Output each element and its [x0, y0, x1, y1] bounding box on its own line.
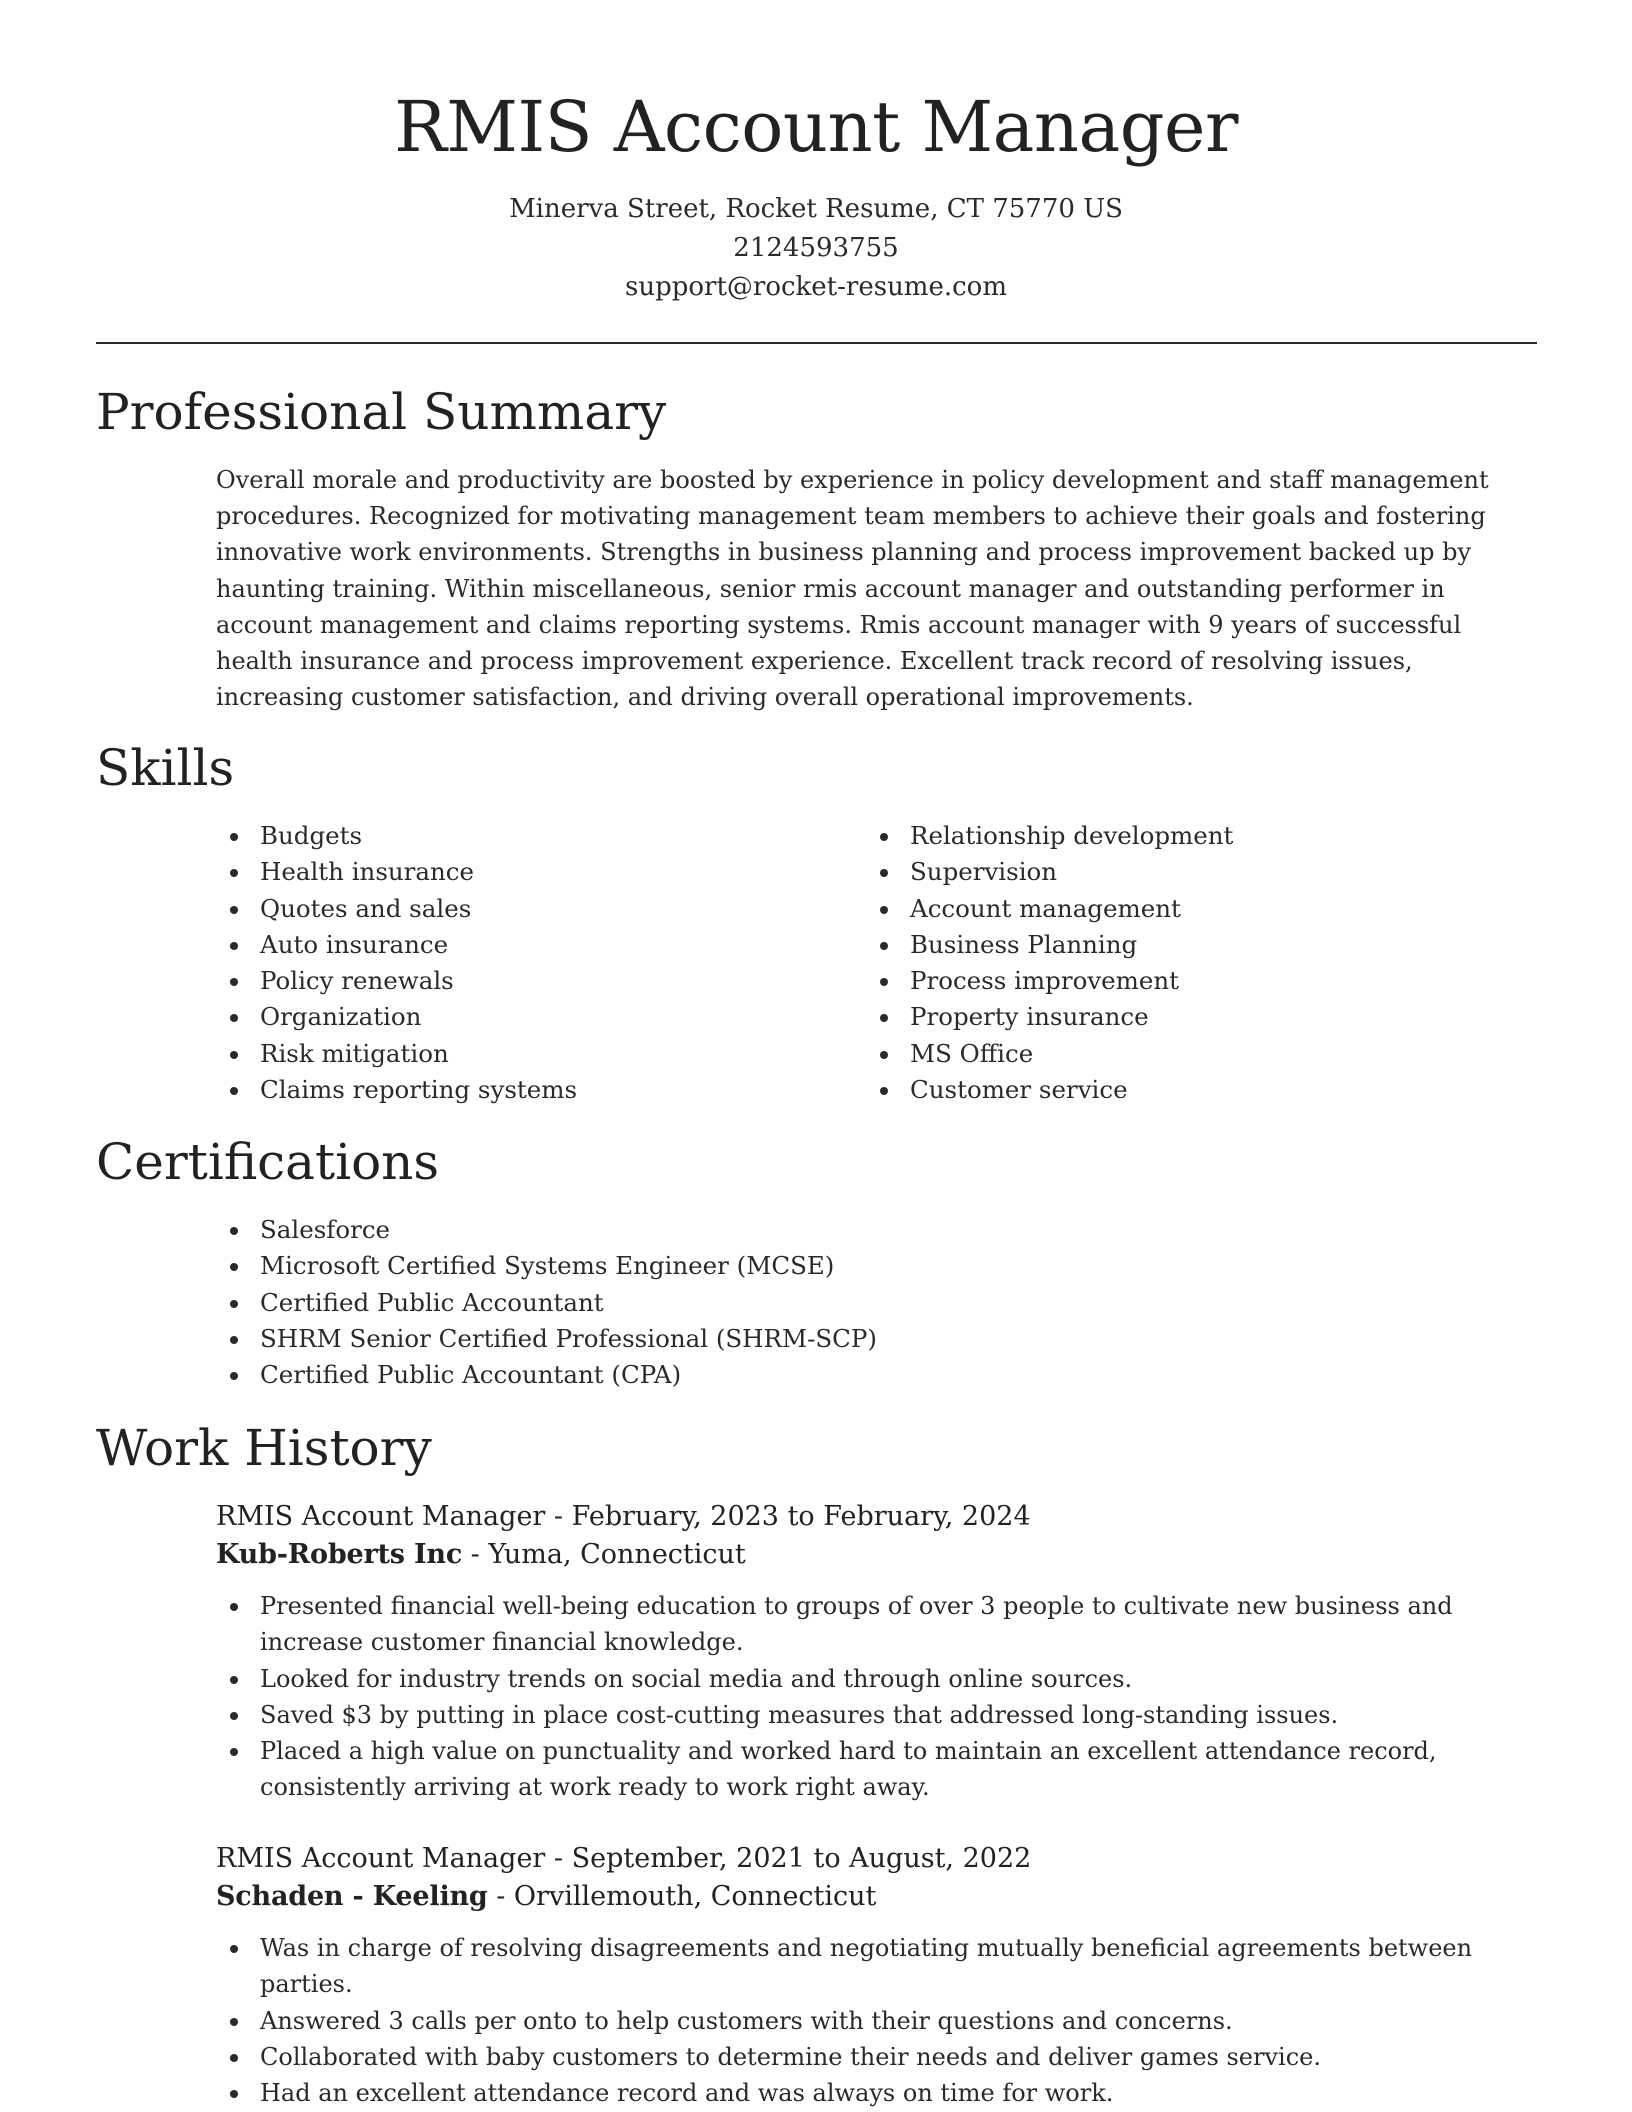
certification-item: Salesforce	[260, 1212, 1560, 1248]
job-bullet: Collaborated with baby customers to determine their needs and deliver games service.	[260, 2039, 1536, 2075]
job-bullet: Placed a high value on punctuality and worked hard to maintain an excellent attendance record, consistently arriving at work ready to work right away.	[260, 1733, 1536, 1806]
skill-item: Property insurance	[910, 999, 1570, 1035]
certifications-list	[216, 1212, 1560, 1393]
skill-item: Organization	[260, 999, 880, 1035]
skill-item: Claims reporting systems	[260, 1072, 880, 1108]
job-bullets	[216, 1930, 1536, 2111]
skill-item: MS Office	[910, 1036, 1570, 1072]
skill-item: Supervision	[910, 854, 1570, 890]
certification-item: Microsoft Certified Systems Engineer (MCSE)	[260, 1248, 1560, 1284]
skill-item: Budgets	[260, 818, 880, 854]
job-dates: February, 2023 to February, 2024	[571, 1501, 1031, 1532]
job-bullet: Presented financial well-being education to groups of over 3 people to cultivate new business and increase customer financial knowledge.	[260, 1588, 1536, 1661]
job-title: RMIS Account Manager	[216, 1843, 546, 1874]
job-bullet: Looked for industry trends on social media and through online sources.	[260, 1661, 1536, 1697]
skill-item: Policy renewals	[260, 963, 880, 999]
job-company: Schaden - Keeling	[216, 1881, 488, 1912]
certification-item: Certified Public Accountant	[260, 1285, 1560, 1321]
job-title-line: RMIS Account Manager - February, 2023 to February, 2024	[216, 1501, 1031, 1532]
job-location: Yuma, Connecticut	[488, 1539, 746, 1570]
skill-item: Quotes and sales	[260, 891, 880, 927]
section-title-work-history: Work History	[96, 1419, 432, 1477]
email: support@rocket-resume.com	[624, 272, 1007, 302]
skill-item: Risk mitigation	[260, 1036, 880, 1072]
job-company: Kub-Roberts Inc	[216, 1539, 463, 1570]
header-divider	[96, 342, 1537, 344]
skill-item: Business Planning	[910, 927, 1570, 963]
job-bullet: Was in charge of resolving disagreements and negotiating mutually beneficial agreements between parties.	[260, 1930, 1536, 2003]
job-location: Orvillemouth, Connecticut	[513, 1881, 877, 1912]
section-title-skills: Skills	[96, 739, 235, 797]
job-bullet: Answered 3 calls per onto to help customers with their questions and concerns.	[260, 2003, 1536, 2039]
candidate-name: RMIS Account Manager	[394, 86, 1238, 168]
certification-item: SHRM Senior Certified Professional (SHRM-SCP)	[260, 1321, 1560, 1357]
job-bullets	[216, 1588, 1536, 1806]
address: Minerva Street, Rocket Resume, CT 75770 US	[509, 194, 1123, 224]
skills-list-left	[216, 818, 880, 1108]
skill-item: Process improvement	[910, 963, 1570, 999]
skill-item: Auto insurance	[260, 927, 880, 963]
job-entry	[216, 1840, 1536, 2111]
resume-header	[0, 0, 1632, 307]
skill-item: Customer service	[910, 1072, 1570, 1108]
phone: 2124593755	[733, 233, 899, 263]
job-bullet: Had an excellent attendance record and was always on time for work.	[260, 2075, 1536, 2111]
certification-item: Certified Public Accountant (CPA)	[260, 1357, 1560, 1393]
job-title: RMIS Account Manager	[216, 1501, 546, 1532]
skill-item: Account management	[910, 891, 1570, 927]
section-title-certifications: Certifications	[96, 1133, 440, 1191]
skills-list-right	[866, 818, 1570, 1108]
job-entry	[216, 1498, 1536, 1806]
job-company-line: Kub-Roberts Inc - Yuma, Connecticut	[216, 1539, 746, 1570]
job-bullet: Saved $3 by putting in place cost-cutting measures that addressed long-standing issues.	[260, 1697, 1536, 1733]
section-title-summary: Professional Summary	[96, 383, 667, 441]
summary-text: Overall morale and productivity are boosted by experience in policy development and staff management procedures. Recognized for motivating management team members to achieve their goals and fostering innovative work environments. Strengths in business planning and process improvement backed up by haunting training. Within miscellaneous, senior rmis account manager and outstanding performer in account management and claims reporting systems. Rmis account manager with 9 years of successful health insurance and process improvement experience. Excellent track record of resolving issues, increasing customer satisfaction, and driving overall operational improvements.	[216, 466, 1489, 712]
skill-item: Health insurance	[260, 854, 880, 890]
skill-item: Relationship development	[910, 818, 1570, 854]
job-company-line: Schaden - Keeling - Orvillemouth, Connecticut	[216, 1881, 877, 1912]
job-title-line: RMIS Account Manager - September, 2021 to August, 2022	[216, 1843, 1032, 1874]
contact-info	[0, 190, 1632, 307]
job-dates: September, 2021 to August, 2022	[571, 1843, 1032, 1874]
